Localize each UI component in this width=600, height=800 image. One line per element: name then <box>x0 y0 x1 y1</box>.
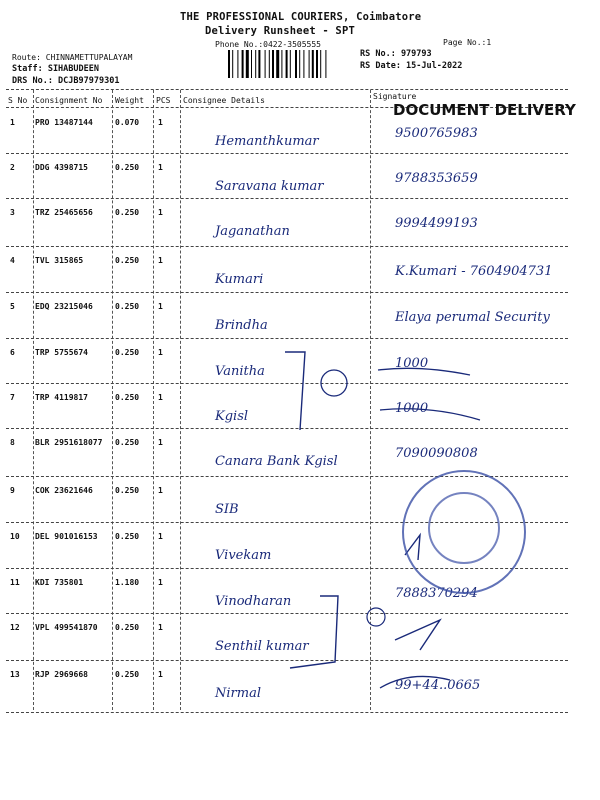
route-label: Route: CHINNAMETTUPALAYAM <box>12 53 133 62</box>
row-sno: 11 <box>10 578 20 587</box>
row-pcs: 1 <box>158 438 163 447</box>
row-sno: 7 <box>10 393 15 402</box>
row-weight: 0.250 <box>115 670 140 679</box>
row-pcs: 1 <box>158 256 163 265</box>
runsheet-subtitle: Delivery Runsheet - SPT <box>205 25 355 37</box>
row-consignment-no: TVL 315865 <box>35 256 84 265</box>
row-pcs: 1 <box>158 163 163 172</box>
row-weight: 0.250 <box>115 623 140 632</box>
col-weight: Weight <box>115 96 144 105</box>
row-consignment-no: DEL 901016153 <box>35 532 98 541</box>
col-consignee: Consignee Details <box>183 96 265 105</box>
row-sno: 6 <box>10 348 15 357</box>
row-weight: 0.250 <box>115 486 140 495</box>
row-consignee-name: Vinodharan <box>215 594 292 609</box>
row-consignee-name: Vanitha <box>215 364 265 379</box>
drs-number: DRS No.: DCJB97979301 <box>12 76 120 86</box>
row-consignee-name: Brindha <box>215 318 268 333</box>
col-pcs: PCS <box>156 96 171 105</box>
row-weight: 0.250 <box>115 438 140 447</box>
row-pcs: 1 <box>158 208 163 217</box>
row-consignee-name: Nirmal <box>215 686 261 701</box>
row-pcs: 1 <box>158 670 163 679</box>
row-signature: 7090090808 <box>395 446 478 461</box>
row-pcs: 1 <box>158 118 163 127</box>
row-consignee-name: Senthil kumar <box>215 639 309 654</box>
staff-label: Staff: SIHABUDEEN <box>12 64 99 74</box>
row-sno: 2 <box>10 163 15 172</box>
row-signature: 1000 <box>395 401 429 416</box>
row-sno: 9 <box>10 486 15 495</box>
row-consignee-name: Vivekam <box>215 548 272 563</box>
row-consignee-name: Canara Bank Kgisl <box>215 454 338 469</box>
row-consignee-name: SIB <box>215 502 239 517</box>
rs-number: RS No.: 979793 <box>360 49 432 59</box>
col-consignment: Consignment No <box>35 96 103 105</box>
phone-number: Phone No.:0422-3505555 <box>215 40 321 49</box>
row-signature: 1000 <box>395 356 429 371</box>
row-pcs: 1 <box>158 348 163 357</box>
row-pcs: 1 <box>158 302 163 311</box>
company-title: THE PROFESSIONAL COURIERS, Coimbatore <box>180 11 422 23</box>
row-signature: 9788353659 <box>395 171 478 186</box>
row-sno: 8 <box>10 438 15 447</box>
row-sno: 10 <box>10 532 20 541</box>
row-consignment-no: PRO 13487144 <box>35 118 93 127</box>
row-pcs: 1 <box>158 486 163 495</box>
col-signature: Signature <box>373 92 417 101</box>
row-consignment-no: KDI 735801 <box>35 578 84 587</box>
page-number: Page No.:1 <box>443 38 492 47</box>
row-weight: 1.180 <box>115 578 140 587</box>
row-consignment-no: VPL 499541870 <box>35 623 98 632</box>
row-sno: 3 <box>10 208 15 217</box>
row-consignment-no: COK 23621646 <box>35 486 93 495</box>
row-sno: 1 <box>10 118 15 127</box>
row-signature: Elaya perumal Security <box>395 310 550 325</box>
row-weight: 0.250 <box>115 302 140 311</box>
rs-date: RS Date: 15-Jul-2022 <box>360 61 463 71</box>
row-sno: 5 <box>10 302 15 311</box>
row-consignment-no: TRZ 25465656 <box>35 208 93 217</box>
row-signature: 9500765983 <box>395 126 478 141</box>
row-signature: 9994499193 <box>395 216 478 231</box>
row-consignee-name: Kumari <box>215 272 264 287</box>
document-delivery-stamp: DOCUMENT DELIVERY <box>393 101 576 119</box>
row-sno: 13 <box>10 670 20 679</box>
row-weight: 0.070 <box>115 118 140 127</box>
row-pcs: 1 <box>158 393 163 402</box>
row-pcs: 1 <box>158 532 163 541</box>
row-signature: 7888370294 <box>395 586 478 601</box>
company-seal-inner <box>428 492 500 564</box>
row-consignee-name: Kgisl <box>215 409 249 424</box>
row-consignee-name: Jaganathan <box>215 224 290 239</box>
row-consignee-name: Saravana kumar <box>215 179 324 194</box>
row-weight: 0.250 <box>115 532 140 541</box>
row-consignment-no: DDG 4398715 <box>35 163 88 172</box>
row-pcs: 1 <box>158 623 163 632</box>
row-weight: 0.250 <box>115 393 140 402</box>
row-consignment-no: EDQ 23215046 <box>35 302 93 311</box>
row-weight: 0.250 <box>115 163 140 172</box>
row-weight: 0.250 <box>115 256 140 265</box>
row-consignment-no: BLR 2951618077 <box>35 438 103 447</box>
row-weight: 0.250 <box>115 208 140 217</box>
row-sno: 12 <box>10 623 20 632</box>
row-signature: 99+44..0665 <box>395 678 481 693</box>
row-sno: 4 <box>10 256 15 265</box>
row-consignment-no: TRP 5755674 <box>35 348 88 357</box>
col-sno: S No <box>8 96 28 105</box>
row-signature: K.Kumari - 7604904731 <box>395 264 553 279</box>
row-consignment-no: RJP 2969668 <box>35 670 88 679</box>
row-pcs: 1 <box>158 578 163 587</box>
row-consignee-name: Hemanthkumar <box>215 134 319 149</box>
row-consignment-no: TRP 4119817 <box>35 393 88 402</box>
row-weight: 0.250 <box>115 348 140 357</box>
